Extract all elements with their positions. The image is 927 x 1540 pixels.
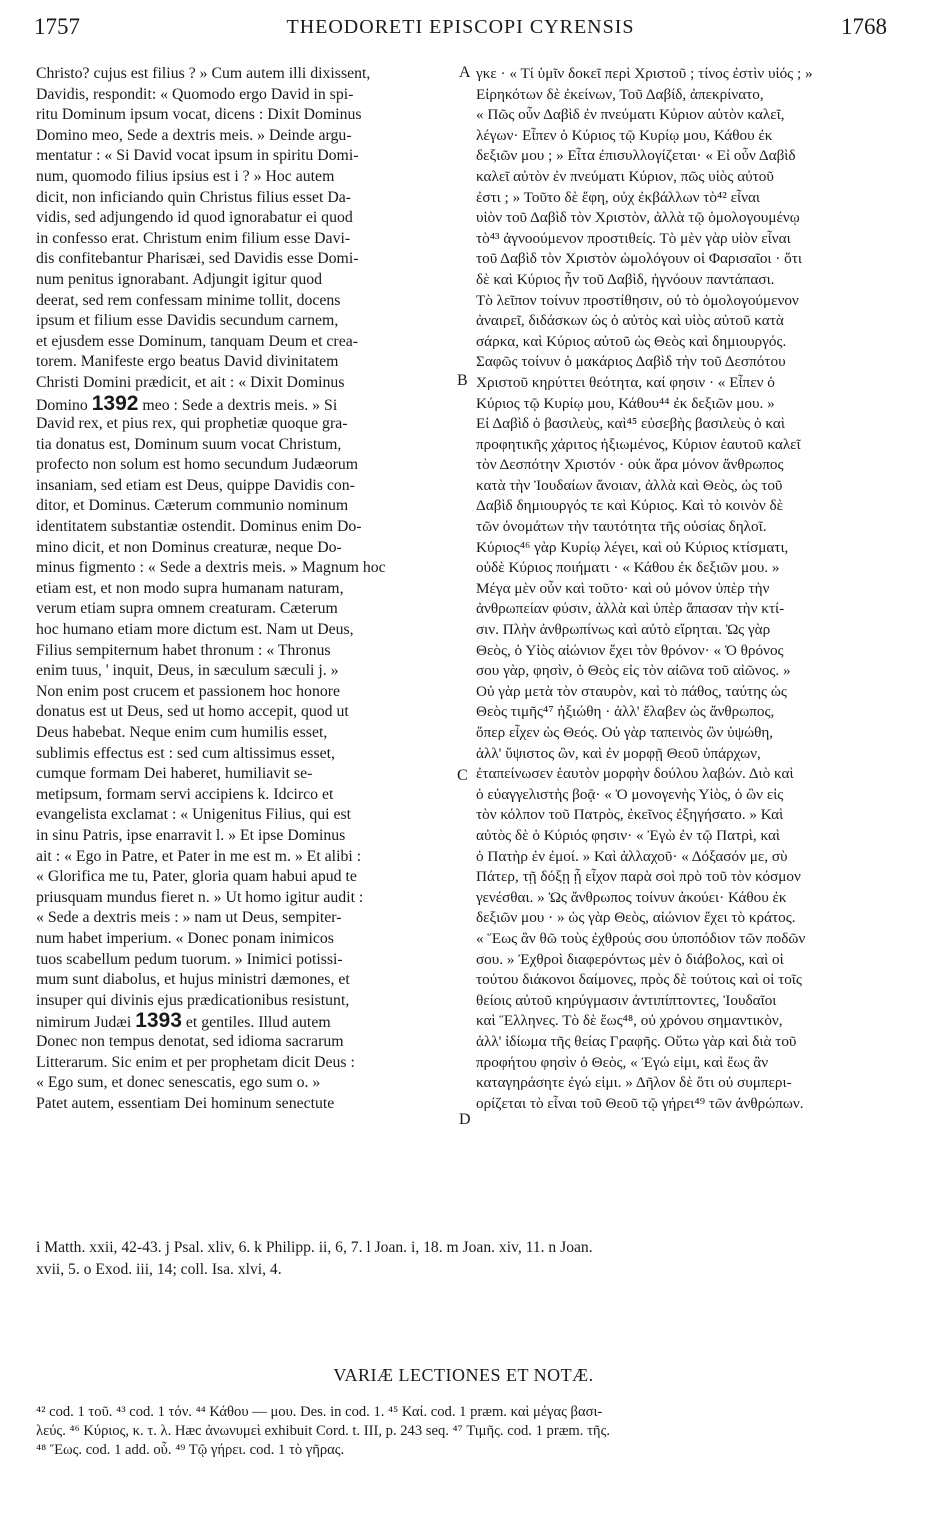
latin-text-line: etiam est, et non modo supra humanam naturam,	[36, 579, 344, 597]
greek-text-line: τούτου διάκονοι δαίμονες, πρὸς δὲ τούτοις καὶ οἱ τοῖς	[476, 971, 802, 989]
greek-text-line: Σαφῶς τοίνυν ὁ μακάριος Δαβὶδ τὴν τοῦ Δεσπότου	[476, 353, 786, 371]
greek-text-line: υἱὸν τοῦ Δαβὶδ τὸν Χριστὸν, ἀλλὰ τῷ ὁμολογουμένῳ	[476, 209, 800, 227]
greek-text-line: καλεῖ αὐτὸν ἐν πνεύματι Κύριον, πῶς υἱὸς αὐτοῦ	[476, 167, 774, 185]
greek-text-line: τῶν ὀνομάτων τὴν ταυτότητα τῆς οὐσίας δηλοῖ.	[476, 518, 767, 536]
latin-text-line: dis confitebantur Pharisæi, sed Davidis esse Domi-	[36, 250, 359, 268]
greek-text-line: σάρκα, καὶ Κύριος αὐτοῦ ὡς Θεὸς καὶ δημιουργός.	[476, 332, 787, 350]
latin-text-line: torem. Manifeste ergo beatus David divinitatem	[36, 353, 339, 371]
greek-text-line: Εἰρηκότων δὲ ἐκείνων, Τοῦ Δαβίδ, ἀπεκρίνατο,	[476, 85, 764, 103]
latin-text-line: insuper qui divinis ejus prædicationibus resistunt,	[36, 991, 350, 1009]
greek-text-line: ἀλλ' ἰδίωμα τῆς θείας Γραφῆς. Οὕτω γὰρ καὶ διὰ τοῦ	[476, 1032, 797, 1050]
variae-lectiones-notes	[36, 1403, 892, 1460]
greek-text-line: γενέσθαι. » Ὡς ἄνθρωπος τοίνυν ἀκούει· Κάθου ἐκ	[476, 888, 787, 906]
latin-text-line: David rex, et pius rex, qui prophetiæ quoque gra-	[36, 415, 348, 433]
greek-text-line: αὐτὸς δὲ ὁ Κύριός φησιν· « Ἐγὼ ἐν τῷ Πατρὶ, καὶ	[476, 826, 781, 844]
greek-text-line: Θεὸς, ὁ Υἱὸς αἰώνιον ἔχει τὸν θρόνον· « Ὁ θρόνος	[476, 641, 784, 659]
footnote-line: xvii, 5. o Exod. iii, 14; coll. Isa. xlvi, 4.	[36, 1261, 282, 1278]
latin-text-line: insaniam, sed etiam est Deus, quippe Davidis con-	[36, 476, 355, 494]
latin-text-line: num, quomodo filius ipsius est i ? » Hoc autem	[36, 167, 335, 185]
greek-text-line: δεξιῶν μου · » ὡς γὰρ Θεὸς, αἰώνιον ἔχει τὸ κράτος.	[476, 909, 796, 927]
greek-text-line: Μέγα μὲν οὖν καὶ τοῦτο· καὶ οὐ μόνον ὑπὲρ τὴν	[476, 579, 770, 597]
latin-text-line: Litterarum. Sic enim et per prophetam dicit Deus :	[36, 1053, 355, 1071]
greek-text-line: ὁ Πατὴρ ἐν ἐμοί. » Καὶ ἀλλαχοῦ· « Δόξασόν με, σὺ	[476, 847, 788, 865]
latin-text-line: tuos scabellum pedum tuorum. » Inimici potissi-	[36, 950, 343, 968]
greek-text-line: γκε · « Τί ὑμῖν δοκεῖ περὶ Χριστοῦ ; τίνος ἐστὶν υἱός ; »	[476, 65, 813, 82]
greek-text-line: δὲ καὶ Κύριος ἦν τοῦ Δαβὶδ, ἠγνόουν παντάπασι.	[476, 270, 775, 288]
latin-text-line: mum sunt diabolus, et hujus ministri dæmones, et	[36, 971, 350, 989]
footnote-line: i Matth. xxii, 42-43. j Psal. xliv, 6. k Philipp. ii, 6, 7. l Joan. i, 18. m Joan. xiv, 11. n Joan.	[36, 1239, 593, 1256]
latin-text-line: enim tuus, ' inquit, Deus, in sæculum sæculi j. »	[36, 662, 339, 680]
greek-text-line: Κύριος τῷ Κυρίῳ μου, Κάθου⁴⁴ ἐκ δεξιῶν μου. »	[476, 394, 775, 412]
margin-letter-a: A	[459, 64, 471, 81]
column-number-marker: 1392	[91, 393, 139, 415]
greek-text-line: προφήτου φησὶν ὁ Θεὸς, « Ἐγώ εἰμι, καὶ ἕως ἂν	[476, 1053, 769, 1071]
latin-text-line: Deus habebat. Neque enim cum humilis esset,	[36, 724, 328, 741]
greek-text-line: οὐδὲ Κύριος ποιήματι · « Κάθου ἐκ δεξιῶν μου. »	[476, 559, 780, 577]
margin-letter-b: B	[457, 372, 468, 389]
greek-text-line: Θεὸς τιμῆς⁴⁷ ἠξιώθη · ἀλλ' ἔλαβεν ὡς ἄνθρωπος,	[476, 703, 775, 721]
latin-text-line: Patet autem, essentiam Dei hominum senectute	[36, 1094, 335, 1112]
latin-text-line: nimirum Judæi 1393 et gentiles. Illud autem	[36, 1011, 331, 1032]
latin-text-line: verum etiam supra omnem creaturam. Cæterum	[36, 600, 338, 618]
greek-text-line: ἐταπείνωσεν ἑαυτὸν μορφὴν δούλου λαβών. Διὸ καὶ	[476, 765, 794, 783]
greek-text-line: καταγηράσητε ἐγώ εἰμι. » Δῆλον δὲ ὅτι οὐ συμπερι-	[476, 1074, 792, 1092]
greek-text-line: Χριστοῦ κηρύττει θεότητα, καί φησιν · « Εἶπεν ὁ	[476, 373, 775, 391]
greek-text-line: τὸν Δεσπότην Χριστόν · οὐκ ἄρα μόνον ἄνθρωπος	[476, 456, 784, 474]
latin-text-line: sublimis effectus est : sed cum altissimus esset,	[36, 744, 335, 762]
latin-text-line: « Ego sum, et donec senescatis, ego sum o. »	[36, 1074, 321, 1092]
latin-text-line: « Glorifica me tu, Pater, gloria quam habui apud te	[36, 868, 357, 886]
running-header	[34, 10, 887, 44]
greek-text-line: Εἰ Δαβὶδ ὁ βασιλεὺς, καὶ⁴⁵ εὐσεβὴς βασιλεὺς ὁ καὶ	[476, 415, 785, 433]
greek-text-line: Οὐ γὰρ μετὰ τὸν σταυρὸν, καὶ τὸ πάθος, ταύτης ὡς	[476, 682, 787, 700]
latin-text-line: Christo? cujus est filius ? » Cum autem illi dixissent,	[36, 65, 371, 82]
greek-text-line: ἀλλ' ὕψιστος ὢν, καὶ ἐν μορφῇ Θεοῦ ὑπάρχων,	[476, 744, 761, 762]
latin-text-line: deerat, sed rem confessam minime tollit, docens	[36, 291, 341, 309]
margin-letter-c: C	[457, 767, 468, 784]
greek-text-line: Πάτερ, τῇ δόξῃ ᾗ εἶχον παρὰ σοὶ πρὸ τοῦ τὸν κόσμον	[476, 868, 801, 886]
greek-column	[476, 64, 890, 1114]
variant-note-line: ⁴² cod. 1 τοῦ. ⁴³ cod. 1 τόν. ⁴⁴ Κάθου — μου. Des. in cod. 1. ⁴⁵ Καί. cod. 1 præm. καὶ μέγας βασι-	[36, 1404, 603, 1420]
column-number-marker: 1393	[135, 1011, 182, 1032]
greek-text-line: ἀναιρεῖ, διδάσκων ὡς ὁ αὐτὸς καὶ υἱὸς αὐτοῦ κατὰ	[476, 312, 784, 330]
latin-text-line: ditor, et Dominus. Cæterum communio nominum	[36, 497, 349, 515]
latin-text-line: donatus est ut Deus, sed ut homo accepit, quod ut	[36, 703, 349, 721]
latin-text-line: vidis, sed adjungendo id quod ignorabatur ei quod	[36, 209, 353, 227]
latin-column	[36, 64, 456, 1114]
latin-text-line: ritu Dominum ipsum vocat, dicens : Dixit Dominus	[36, 106, 362, 124]
greek-text-line: ὁ εὐαγγελιστὴς βοᾷ· « Ὁ μονογενὴς Υἱὸς, ὁ ὢν εἰς	[476, 785, 784, 803]
latin-text-line: priusquam mundus fieret n. » Ut homo igitur audit :	[36, 888, 364, 906]
latin-text-line: ait : « Ego in Patre, et Pater in me est m. » Et alibi :	[36, 847, 362, 865]
greek-text-line: τὸ⁴³ ἀγνοούμενον προστιθείς. Τὸ μὲν γὰρ υἱὸν εἶναι	[476, 229, 791, 247]
greek-text-line: Δαβὶδ δημιουργός τε καὶ Κύριος. Καὶ τὸ κοινὸν δὲ	[476, 497, 784, 515]
scripture-footnotes	[36, 1237, 892, 1281]
margin-letter-d: D	[459, 1111, 471, 1128]
latin-text-line: Domino 1392 meo : Sede a dextris meis. » Si	[36, 393, 338, 415]
greek-text-line: τοῦ Δαβὶδ τὸν Χριστὸν ὡμολόγουν οἱ Φαρισαῖοι · ὅτι	[476, 250, 802, 268]
latin-text-line: dicit, non inficiando quin Christus filius esset Da-	[36, 188, 352, 206]
greek-text-line: προφητικῆς χάριτος ἠξιωμένος, Κύριον ἑαυτοῦ καλεῖ	[476, 435, 801, 453]
latin-text-line: minus figmento : « Sede a dextris meis. » Magnum hoc	[36, 559, 386, 577]
greek-text-line: κατὰ τὴν Ἰουδαίων ἄνοιαν, ἀλλὰ καὶ Θεὸς, ὡς τοῦ	[476, 476, 783, 494]
latin-text-line: hoc humano etiam more dictum est. Nam ut Deus,	[36, 621, 354, 639]
variae-lectiones-title: VARIÆ LECTIONES ET NOTÆ.	[333, 1365, 594, 1385]
greek-text-line: λέγων· Εἶπεν ὁ Κύριος τῷ Κυρίῳ μου, Κάθου ἐκ	[476, 126, 773, 144]
greek-text-line: « Πῶς οὖν Δαβὶδ ἐν πνεύματι Κύριον αὐτὸν καλεῖ,	[476, 106, 785, 124]
latin-text-line: cumque formam Dei haberet, humiliavit se-	[36, 765, 313, 783]
greek-text-line: ὅπερ εἶχεν ὡς Θεός. Οὐ γὰρ ταπεινὸς ὢν ὑψώθη,	[476, 724, 774, 741]
greek-text-line: σου. » Ἐχθροὶ διαφερόντως μὲν ὁ διάβολος, καὶ οἱ	[476, 950, 784, 968]
latin-text-line: Donec non tempus denotat, sed idioma sacrarum	[36, 1032, 344, 1050]
latin-text-line: profecto non solum est homo secundum Judæorum	[36, 456, 359, 474]
variant-note-line: ⁴⁸ Ἕως. cod. 1 add. οὗ. ⁴⁹ Τῷ γήρει. cod. 1 τὸ γῆρας.	[36, 1442, 345, 1458]
latin-text-line: num penitus ignorabant. Adjungit igitur quod	[36, 270, 323, 288]
greek-text-line: ορίζεται τὸ εἶναι τοῦ Θεοῦ τῷ γήρει⁴⁹ τῶν ἀνθρώπων.	[476, 1094, 804, 1112]
latin-text-line: « Sede a dextris meis : » nam ut Deus, sempiter-	[36, 909, 342, 927]
greek-text-line: καὶ Ἕλληνες. Τὸ δὲ ἕως⁴⁸, οὐ χρόνου σημαντικὸν,	[476, 1012, 783, 1030]
latin-text-line: identitatem substantiæ ostendit. Dominus enim Do-	[36, 518, 362, 536]
greek-text-line: σου γὰρ, φησὶν, ὁ Θεὸς εἰς τὸν αἰῶνα τοῦ αἰῶνος. »	[476, 662, 791, 680]
latin-text-line: mino dicit, et non Dominus creaturæ, neque Do-	[36, 538, 342, 556]
greek-text-line: « Ἕως ἂν θῶ τοὺς ἐχθρούς σου ὑποπόδιον τῶν ποδῶν	[476, 929, 806, 947]
latin-text-line: evangelista exclamat : « Unigenitus Filius, qui est	[36, 806, 352, 824]
latin-text-line: Filius sempiternum habet thronum : « Thronus	[36, 641, 331, 659]
page-number-left: 1757	[34, 14, 80, 39]
latin-text-line: Christi Domini prædicit, et ait : « Dixit Dominus	[36, 373, 345, 391]
running-title: THEODORETI EPISCOPI CYRENSIS	[286, 16, 635, 38]
latin-text-line: ipsum et filium esse Davidis secundum carnem,	[36, 312, 339, 330]
latin-text-line: Davidis, respondit: « Quomodo ergo David in spi-	[36, 85, 354, 103]
greek-text-line: ἐστι ; » Τοῦτο δὲ ἔφη, οὐχ ἐκβάλλων τὸ⁴² εἶναι	[476, 188, 761, 206]
latin-text-line: num habet imperium. « Donec ponam inimicos	[36, 929, 334, 947]
latin-text-line: in sinu Patris, ipse enarravit l. » Et ipse Dominus	[36, 826, 346, 844]
latin-text-line: Domino meo, Sede a dextris meis. » Deinde argu-	[36, 126, 352, 144]
variant-note-line: λεύς. ⁴⁶ Κύριος, κ. τ. λ. Hæc ἀνωνυμεὶ exhibuit Cord. t. III, p. 243 seq. ⁴⁷ Τιμῆς. cod. 1 præm. τῆς.	[36, 1423, 610, 1439]
greek-text-line: Τὸ λεῖπον τοίνυν προστίθησιν, οὐ τὸ ὁμολογούμενον	[476, 291, 799, 309]
latin-text-line: tia donatus est, Dominum suum vocat Christum,	[36, 435, 342, 453]
latin-text-line: et ejusdem esse Dominum, tanquam Deum et crea-	[36, 332, 358, 350]
greek-text-line: θείοις αὐτοῦ κηρύγμασιν ἀντιπίπτοντες, Ἰουδαῖοι	[476, 991, 777, 1009]
latin-text-line: Non enim post crucem et passionem hoc honore	[36, 682, 341, 700]
greek-text-line: τὸν κόλπον τοῦ Πατρὸς, ἐκεῖνος ἐξηγήσατο. » Καὶ	[476, 806, 784, 824]
greek-text-line: δεξιῶν μου ; » Εἶτα ἐπισυλλογίζεται· « Εἰ οὖν Δαβὶδ	[476, 147, 796, 165]
greek-text-line: Κύριος⁴⁶ γὰρ Κυρίῳ λέγει, καὶ οὐ Κύριος κτίσματι,	[476, 538, 789, 556]
latin-text-line: in confesso erat. Christum enim filium esse Davi-	[36, 229, 351, 247]
greek-text-line: ἀνθρωπείαν φύσιν, ἀλλὰ καὶ ὑπὲρ ἅπασαν τὴν κτί-	[476, 600, 785, 618]
greek-text-line: σιν. Πλὴν ἀνθρωπίνως καὶ αὐτὸ εἴρηται. Ὡς γὰρ	[476, 621, 771, 639]
latin-text-line: metipsum, formam servi accipiens k. Idcirco et	[36, 785, 334, 803]
page-number-right: 1768	[841, 14, 887, 39]
latin-text-line: mentatur : « Si David vocat ipsum in spiritu Domi-	[36, 147, 359, 165]
